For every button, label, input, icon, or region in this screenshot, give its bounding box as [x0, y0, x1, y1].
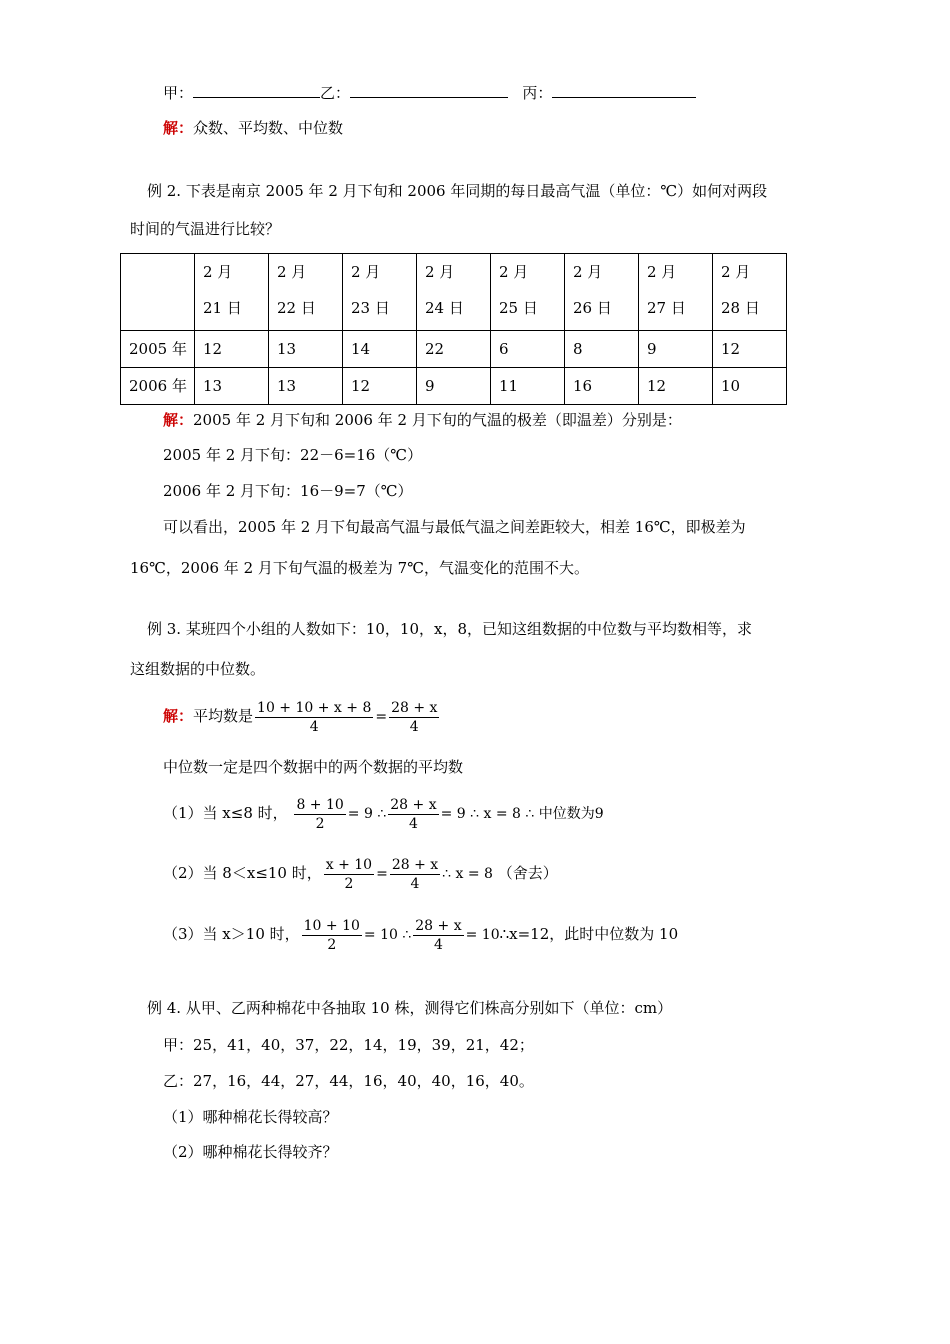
answer-label: 解： [163, 411, 194, 429]
table-corner-cell [121, 254, 195, 331]
example-3-line1: 例 3. 某班四个小组的人数如下：10，10，x，8，已知这组数据的中位数与平均数相等，求 [147, 620, 753, 638]
example-4-jia: 甲：25，41，40，37，22，14，19，39，21，42； [163, 1036, 534, 1054]
table-header-cell: 2 月 21 日 [195, 254, 269, 331]
answer-1 [163, 118, 343, 138]
example-2-line2: 时间的气温进行比较？ [130, 220, 281, 238]
table-cell: 12 [195, 331, 269, 368]
blank-jia[interactable] [193, 83, 320, 98]
median-note: 中位数一定是四个数据中的两个数据的平均数 [163, 758, 464, 776]
fraction: $\frac{28 + x}{4}$ [415, 917, 462, 953]
answer-2-line1 [163, 410, 682, 430]
answer-3-average: 解：平均数是 $\frac{10 + 10 + x + 8}{4}$ = $\frac{28 + x}{4}$ [163, 699, 438, 735]
fraction: $\frac{10 + 10 + x + 8}{4}$ [257, 699, 372, 735]
table-cell: 14 [343, 331, 417, 368]
table-header-cell: 2 月 25 日 [491, 254, 565, 331]
fraction: $\frac{8 + 10}{2}$ [296, 796, 344, 832]
table-header-cell: 2 月 28 日 [713, 254, 787, 331]
case-2: （2）当 8＜x≤10 时， $\frac{x + 10}{2}$ = $\frac{28 + x}{4}$ ∴ x = 8 （舍去） [163, 856, 558, 892]
example-3-line2: 这组数据的中位数。 [130, 660, 266, 678]
fraction: $\frac{28 + x}{4}$ [391, 856, 439, 892]
blank-label-bing: 丙： [522, 84, 553, 102]
answer-2-line5: 16℃，2006 年 2 月下旬气温的极差为 7℃，气温变化的范围不大。 [130, 559, 589, 577]
table-cell: 9 [639, 331, 713, 368]
answer-1-text: 众数、平均数、中位数 [193, 119, 344, 137]
fraction: $\frac{x + 10}{2}$ [325, 856, 373, 892]
table-cell: 8 [565, 331, 639, 368]
table-cell: 13 [195, 368, 269, 405]
table-header-cell: 2 月 23 日 [343, 254, 417, 331]
table-row [121, 368, 787, 405]
table-cell: 10 [713, 368, 787, 405]
example-4-q1: （1）哪种棉花长得较高？ [163, 1108, 338, 1126]
case-3: （3）当 x＞10 时， $\frac{10 + 10}{2}$ = 10 ∴ $\frac{28 + x}{4}$ = 10∴x=12，此时中位数为 10 [163, 917, 679, 953]
example-4-line1: 例 4. 从甲、乙两种棉花中各抽取 10 株，测得它们株高分别如下（单位：cm） [147, 999, 673, 1017]
blank-label-jia: 甲： [163, 84, 194, 102]
fraction: $\frac{28 + x}{4}$ [390, 796, 437, 832]
example-4-q2: （2）哪种棉花长得较齐？ [163, 1143, 338, 1161]
table-cell: 16 [565, 368, 639, 405]
fraction: $\frac{28 + x}{4}$ [391, 699, 438, 735]
example-2-line1: 例 2. 下表是南京 2005 年 2 月下旬和 2006 年同期的每日最高气温（单位：℃）如何对两段 [147, 182, 768, 200]
table-cell: 6 [491, 331, 565, 368]
table-row [121, 331, 787, 368]
blank-yi[interactable] [350, 83, 508, 98]
table-header-cell: 2 月 26 日 [565, 254, 639, 331]
average-text: 平均数是 [193, 707, 254, 725]
table-header-cell: 2 月 24 日 [417, 254, 491, 331]
example-4-yi: 乙：27，16，44，27，44，16，40，40，16，40。 [163, 1072, 534, 1090]
blank-label-yi: 乙： [320, 84, 351, 102]
table-cell: 11 [491, 368, 565, 405]
table-cell: 12 [713, 331, 787, 368]
table-cell: 13 [269, 368, 343, 405]
answer-label: 解： [163, 119, 194, 137]
table-cell: 9 [417, 368, 491, 405]
table-cell: 12 [343, 368, 417, 405]
table-cell: 12 [639, 368, 713, 405]
row-label: 2006 年 [121, 368, 195, 405]
blank-bing[interactable] [552, 83, 696, 98]
temperature-table [120, 253, 787, 405]
answer-2-line2: 2005 年 2 月下旬：22－6=16（℃） [163, 446, 423, 464]
answer-2-text: 2005 年 2 月下旬和 2006 年 2 月下旬的气温的极差（即温差）分别是： [193, 411, 682, 429]
row-label: 2005 年 [121, 331, 195, 368]
fraction: $\frac{10 + 10}{2}$ [303, 917, 360, 953]
answer-2-line3: 2006 年 2 月下旬：16－9=7（℃） [163, 482, 413, 500]
table-cell: 22 [417, 331, 491, 368]
blanks-line [163, 83, 696, 103]
table-header-cell: 2 月 22 日 [269, 254, 343, 331]
table-header-cell: 2 月 27 日 [639, 254, 713, 331]
table-cell: 13 [269, 331, 343, 368]
answer-label: 解： [163, 707, 194, 725]
table-header-row [121, 254, 787, 331]
answer-2-line4: 可以看出，2005 年 2 月下旬最高气温与最低气温之间差距较大，相差 16℃，即极差为 [163, 518, 746, 536]
case-1: （1）当 x≤8 时， $\frac{8 + 10}{2}$ = 9 ∴ $\frac{28 + x}{4}$ = 9 ∴ x = 8 ∴ 中位数为9 [163, 796, 604, 832]
